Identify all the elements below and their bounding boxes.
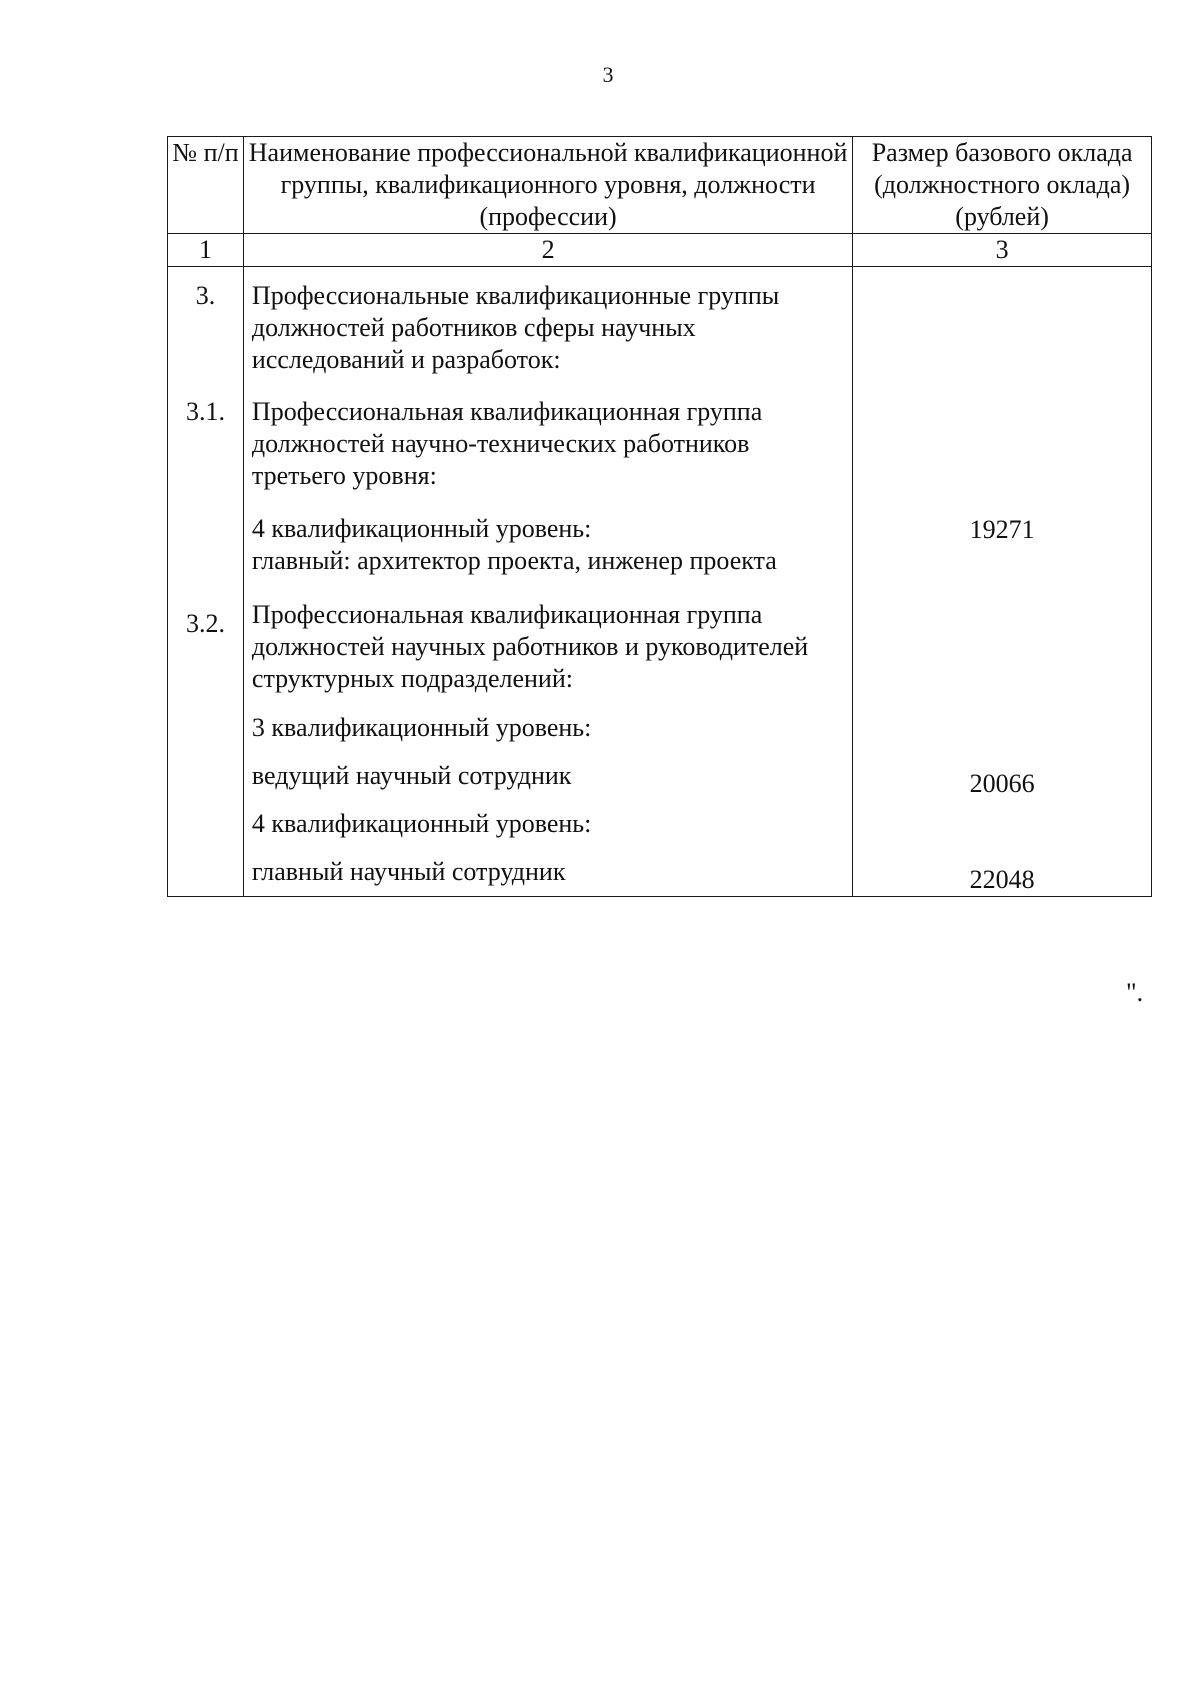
number-column: [168, 267, 244, 897]
level-3-2-4: 4 квалификационный уровень:: [251, 809, 592, 838]
header-name: Наименование профессиональной квалификационной группы, квалификационного уровня, должности (профессии): [243, 137, 852, 234]
column-number-3: 3: [853, 234, 1152, 267]
name-column: [243, 267, 852, 897]
header-number: № п/п: [168, 137, 244, 234]
section-number-3-1: 3.1.: [185, 397, 225, 426]
column-number-1: 1: [168, 234, 244, 267]
salary-3-2-3: 20066: [969, 769, 1035, 798]
salary-column: [853, 267, 1152, 897]
section-number-3: 3.: [195, 281, 216, 310]
level-3-1-4: 4 квалификационный уровень:: [251, 514, 592, 543]
section-number-3-2: 3.2.: [185, 609, 225, 638]
section-title-3: Профессиональные квалификационные группы должностей работников сферы научных исследований и разработок:: [251, 281, 780, 374]
salary-3-2-4: 22048: [969, 865, 1035, 894]
salary-table: [167, 136, 1152, 897]
position-3-2-4: главный научный сотрудник: [251, 857, 566, 886]
header-salary: Размер базового оклада (должностного оклада) (рублей): [853, 137, 1152, 234]
position-3-1-4: главный: архитектор проекта, инженер проекта: [251, 546, 777, 575]
section-title-3-2: Профессиональная квалификационная группа должностей научных работников и руководителей структурных подразделений:: [251, 600, 809, 693]
page-number: 3: [602, 62, 614, 87]
salary-3-1-4: 19271: [969, 515, 1035, 544]
column-number-row: [168, 234, 1152, 267]
closing-quote-mark: ".: [1126, 978, 1144, 1007]
column-number-2: 2: [243, 234, 852, 267]
table-header-row: [168, 137, 1152, 234]
position-3-2-3: ведущий научный сотрудник: [251, 761, 572, 790]
section-title-3-1: Профессиональная квалификационная группа должностей научно-технических работников третьего уровня:: [251, 397, 763, 490]
level-3-2-3: 3 квалификационный уровень:: [251, 713, 592, 742]
table-body-row: [168, 267, 1152, 897]
